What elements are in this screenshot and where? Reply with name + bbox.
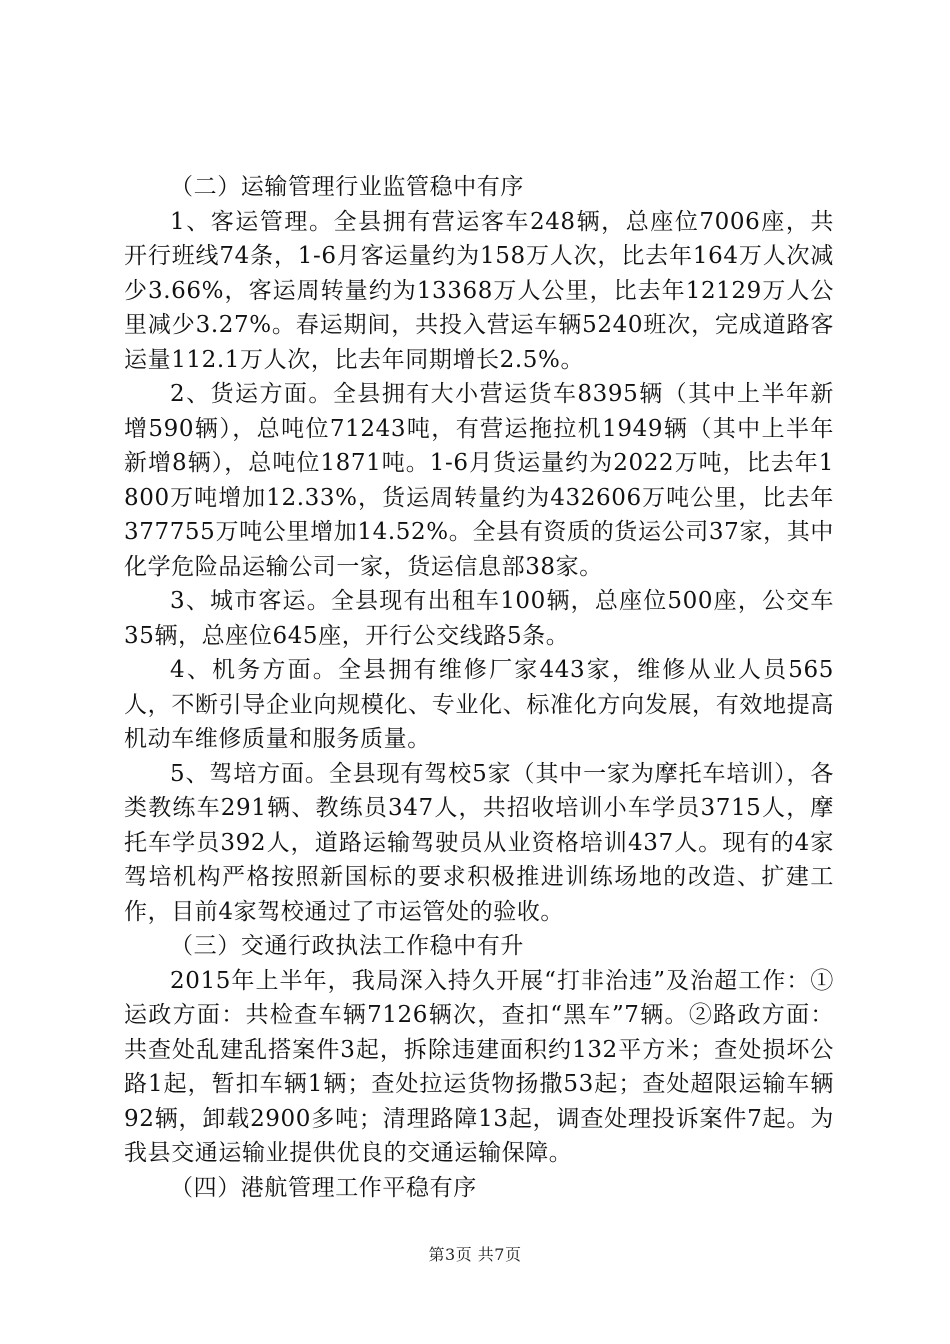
paragraph-driver-training: 5、驾培方面。全县现有驾校5家（其中一家为摩托车培训），各类教练车291辆、教练员347人，共招收培训小车学员3715人，摩托车学员392人，道路运输驾驶员从业资格培训437人。现有的4家驾培机构严格按照新国标的要求积极推进训练场地的改造、扩建工作，目前4家驾校通过了市运管处的验收。: [124, 760, 834, 925]
paragraph-urban-passenger: 3、城市客运。全县现有出租车100辆，总座位500座，公交车35辆，总座位645座，开行公交线路5条。: [124, 588, 834, 649]
section-heading-law-enforcement: （三）交通行政执法工作稳中有升: [170, 933, 524, 959]
page-number-footer: 第3页 共7页: [428, 1245, 522, 1264]
paragraph-maintenance: 4、机务方面。全县拥有维修厂家443家，维修从业人员565人，不断引导企业向规模化、专业化、标准化方向发展，有效地提高机动车维修质量和服务质量。: [124, 657, 834, 752]
section-heading-transport-management: （二）运输管理行业监管稳中有序: [170, 174, 524, 200]
section-heading-port-navigation: （四）港航管理工作平稳有序: [170, 1174, 477, 1201]
paragraph-passenger-transport: 1、客运管理。全县拥有营运客车248辆，总座位7006座，共开行班线74条，1-6月客运量约为158万人次，比去年164万人次减少3.66%，客运周转量约为13368万人公里，比去年12129万人公里减少3.27%。春运期间，共投入营运车辆5240班次，完成道路客运量112.1万人次，比去年同期增长2.5%。: [124, 208, 834, 373]
paragraph-freight-transport: 2、货运方面。全县拥有大小营运货车8395辆（其中上半年新增590辆），总吨位71243吨，有营运拖拉机1949辆（其中上半年新增8辆），总吨位1871吨。1-6月货运量约为2022万吨，比去年1800万吨增加12.33%，货运周转量约为432606万吨公里，比去年377755万吨公里增加14.52%。全县有资质的货运公司37家，其中化学危险品运输公司一家，货运信息部38家。: [124, 381, 834, 580]
document-body: [124, 170, 834, 1205]
paragraph-enforcement-details: 2015年上半年，我局深入持久开展“打非治违”及治超工作：①运政方面：共检查车辆7126辆次，查扣“黑车”7辆。②路政方面：共查处乱建乱搭案件3起，拆除违建面积约132平方米；查处损坏公路1起，暂扣车辆1辆；查处拉运货物扬撒53起；查处超限运输车辆92辆，卸载2900多吨；清理路障13起，调查处理投诉案件7起。为我县交通运输业提供优良的交通运输保障。: [124, 967, 834, 1166]
